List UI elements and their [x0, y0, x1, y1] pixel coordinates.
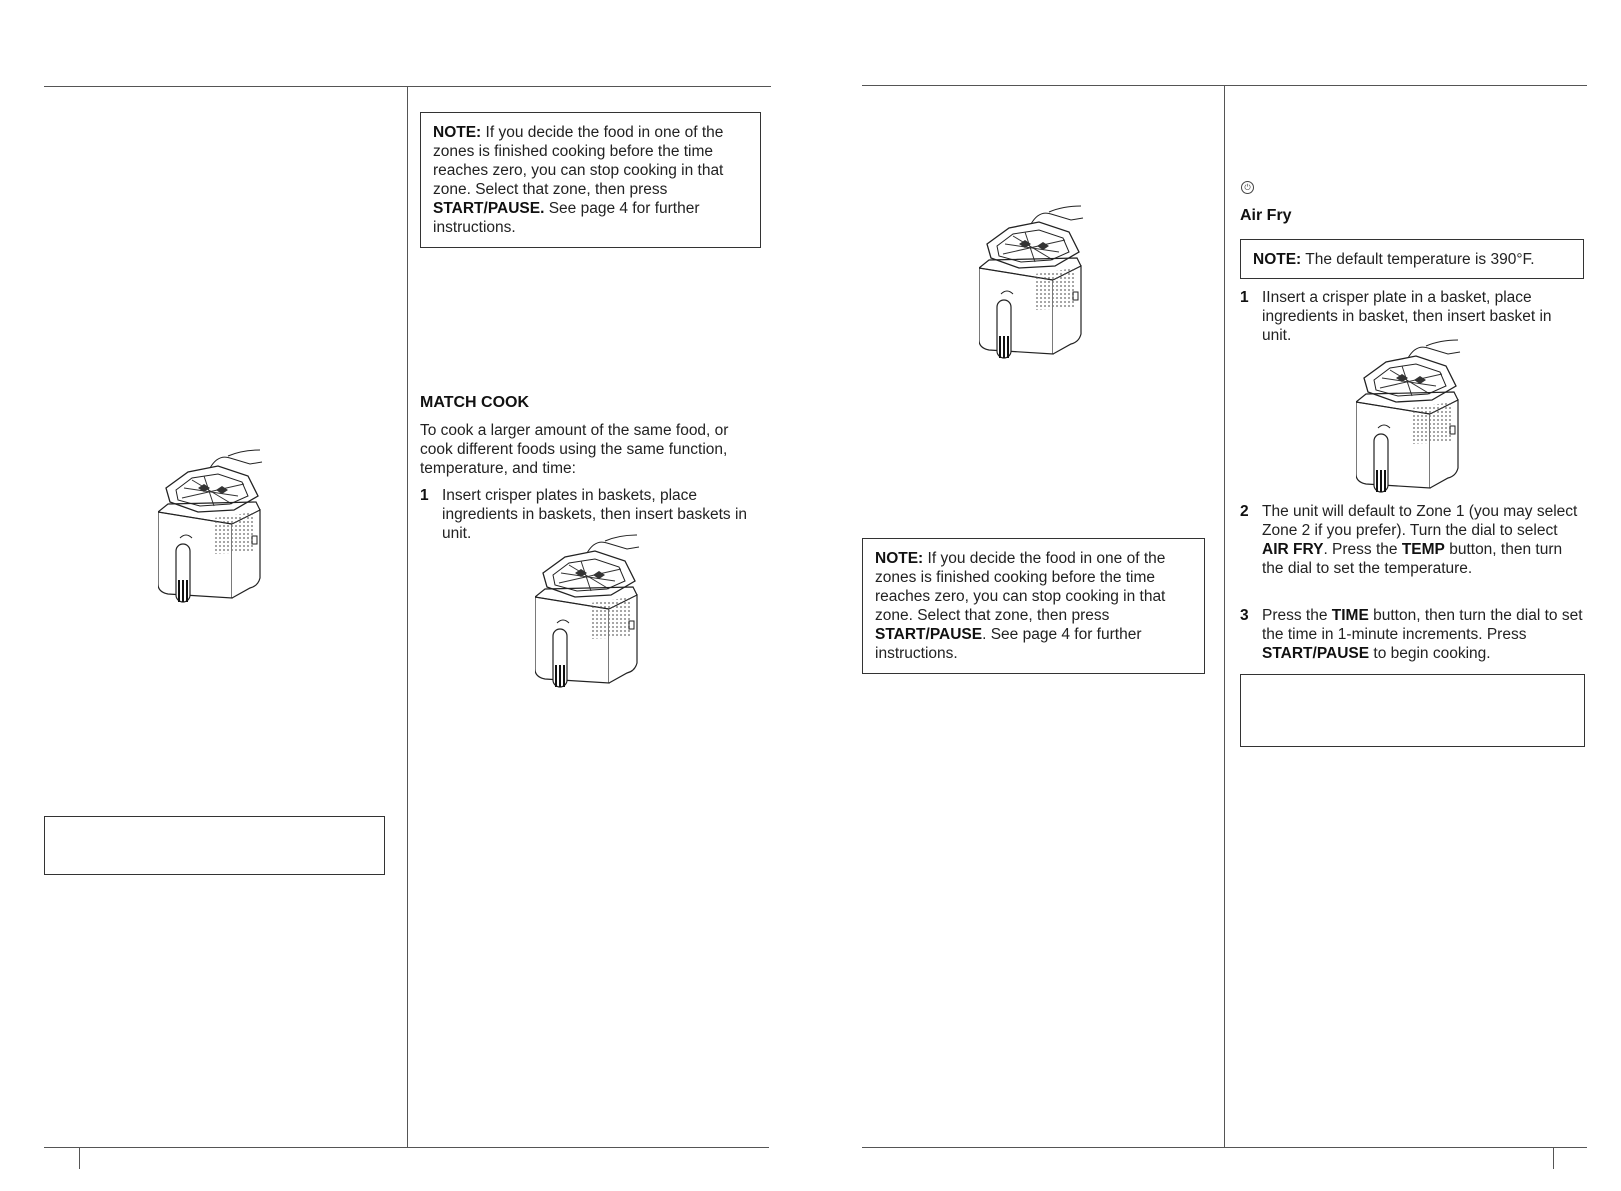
empty-text-box-right — [1240, 674, 1585, 747]
note-text-end: See page 4 for further instructions. — [433, 200, 700, 236]
note-label: NOTE: — [875, 550, 924, 567]
air-fryer-basket-illustration — [158, 448, 278, 606]
note-text: If you decide the food in one of the zones is finished cooking before the time reaches zero, you can stop cooking in that zone. Select that zone, then press — [433, 124, 724, 198]
step-number: 1 — [420, 487, 429, 504]
step-number: 1 — [1240, 289, 1249, 306]
column-divider-right — [1224, 85, 1225, 1147]
empty-text-box-left — [44, 816, 385, 875]
note-box-default-temperature — [1240, 239, 1584, 279]
air-fry-heading: Air Fry — [1240, 207, 1292, 224]
note-text: If you decide the food in one of the zones is finished cooking before the time reaches zero, you can stop cooking in that zone. Select that zone, then press — [875, 550, 1166, 624]
bottom-rule-left — [44, 1147, 769, 1148]
step-text: The unit will default to Zone 1 (you may select Zone 2 if you prefer). Turn the dial to select AIR FRY. Press the TEMP button, then turn the dial to set the temperature. — [1262, 503, 1578, 577]
note-box-stop-zone-right — [862, 538, 1205, 674]
air-fryer-basket-illustration — [535, 533, 655, 691]
note-emphasis: START/PAUSE. — [433, 200, 545, 217]
bottom-tick-left — [79, 1147, 80, 1169]
note-emphasis: START/PAUSE — [875, 626, 983, 643]
step-text: Press the TIME button, then turn the dial to set the time in 1-minute increments. Press START/PAUSE to begin cooking. — [1262, 607, 1583, 662]
air-fry-step-2 — [1240, 502, 1585, 578]
match-cook-intro: To cook a larger amount of the same food, or cook different foods using the same function, temperature, and time: — [420, 422, 729, 477]
note-label: NOTE: — [433, 124, 482, 141]
air-fry-step-1 — [1240, 288, 1585, 345]
step-text: Insert crisper plates in baskets, place ingredients in baskets, then insert baskets in unit. — [442, 487, 748, 542]
step-number: 2 — [1240, 503, 1249, 520]
air-fryer-basket-illustration — [979, 204, 1099, 362]
bottom-rule-right — [862, 1147, 1587, 1148]
air-fryer-basket-illustration — [1356, 338, 1476, 496]
power-icon: ⏻ — [1241, 181, 1254, 194]
step-number: 3 — [1240, 607, 1249, 624]
air-fry-step-3 — [1240, 606, 1585, 663]
note-text: The default temperature is 390°F. — [1301, 251, 1535, 268]
match-cook-heading: MATCH COOK — [420, 394, 530, 411]
note-label: NOTE: — [1253, 251, 1302, 268]
bottom-tick-right — [1553, 1147, 1554, 1169]
step-text: IInsert a crisper plate in a basket, place ingredients in basket, then insert basket in unit. — [1262, 289, 1552, 344]
note-text-end: . See page 4 for further instructions. — [875, 626, 1142, 662]
column-divider-left — [407, 86, 408, 1148]
note-box-stop-zone — [420, 112, 761, 248]
